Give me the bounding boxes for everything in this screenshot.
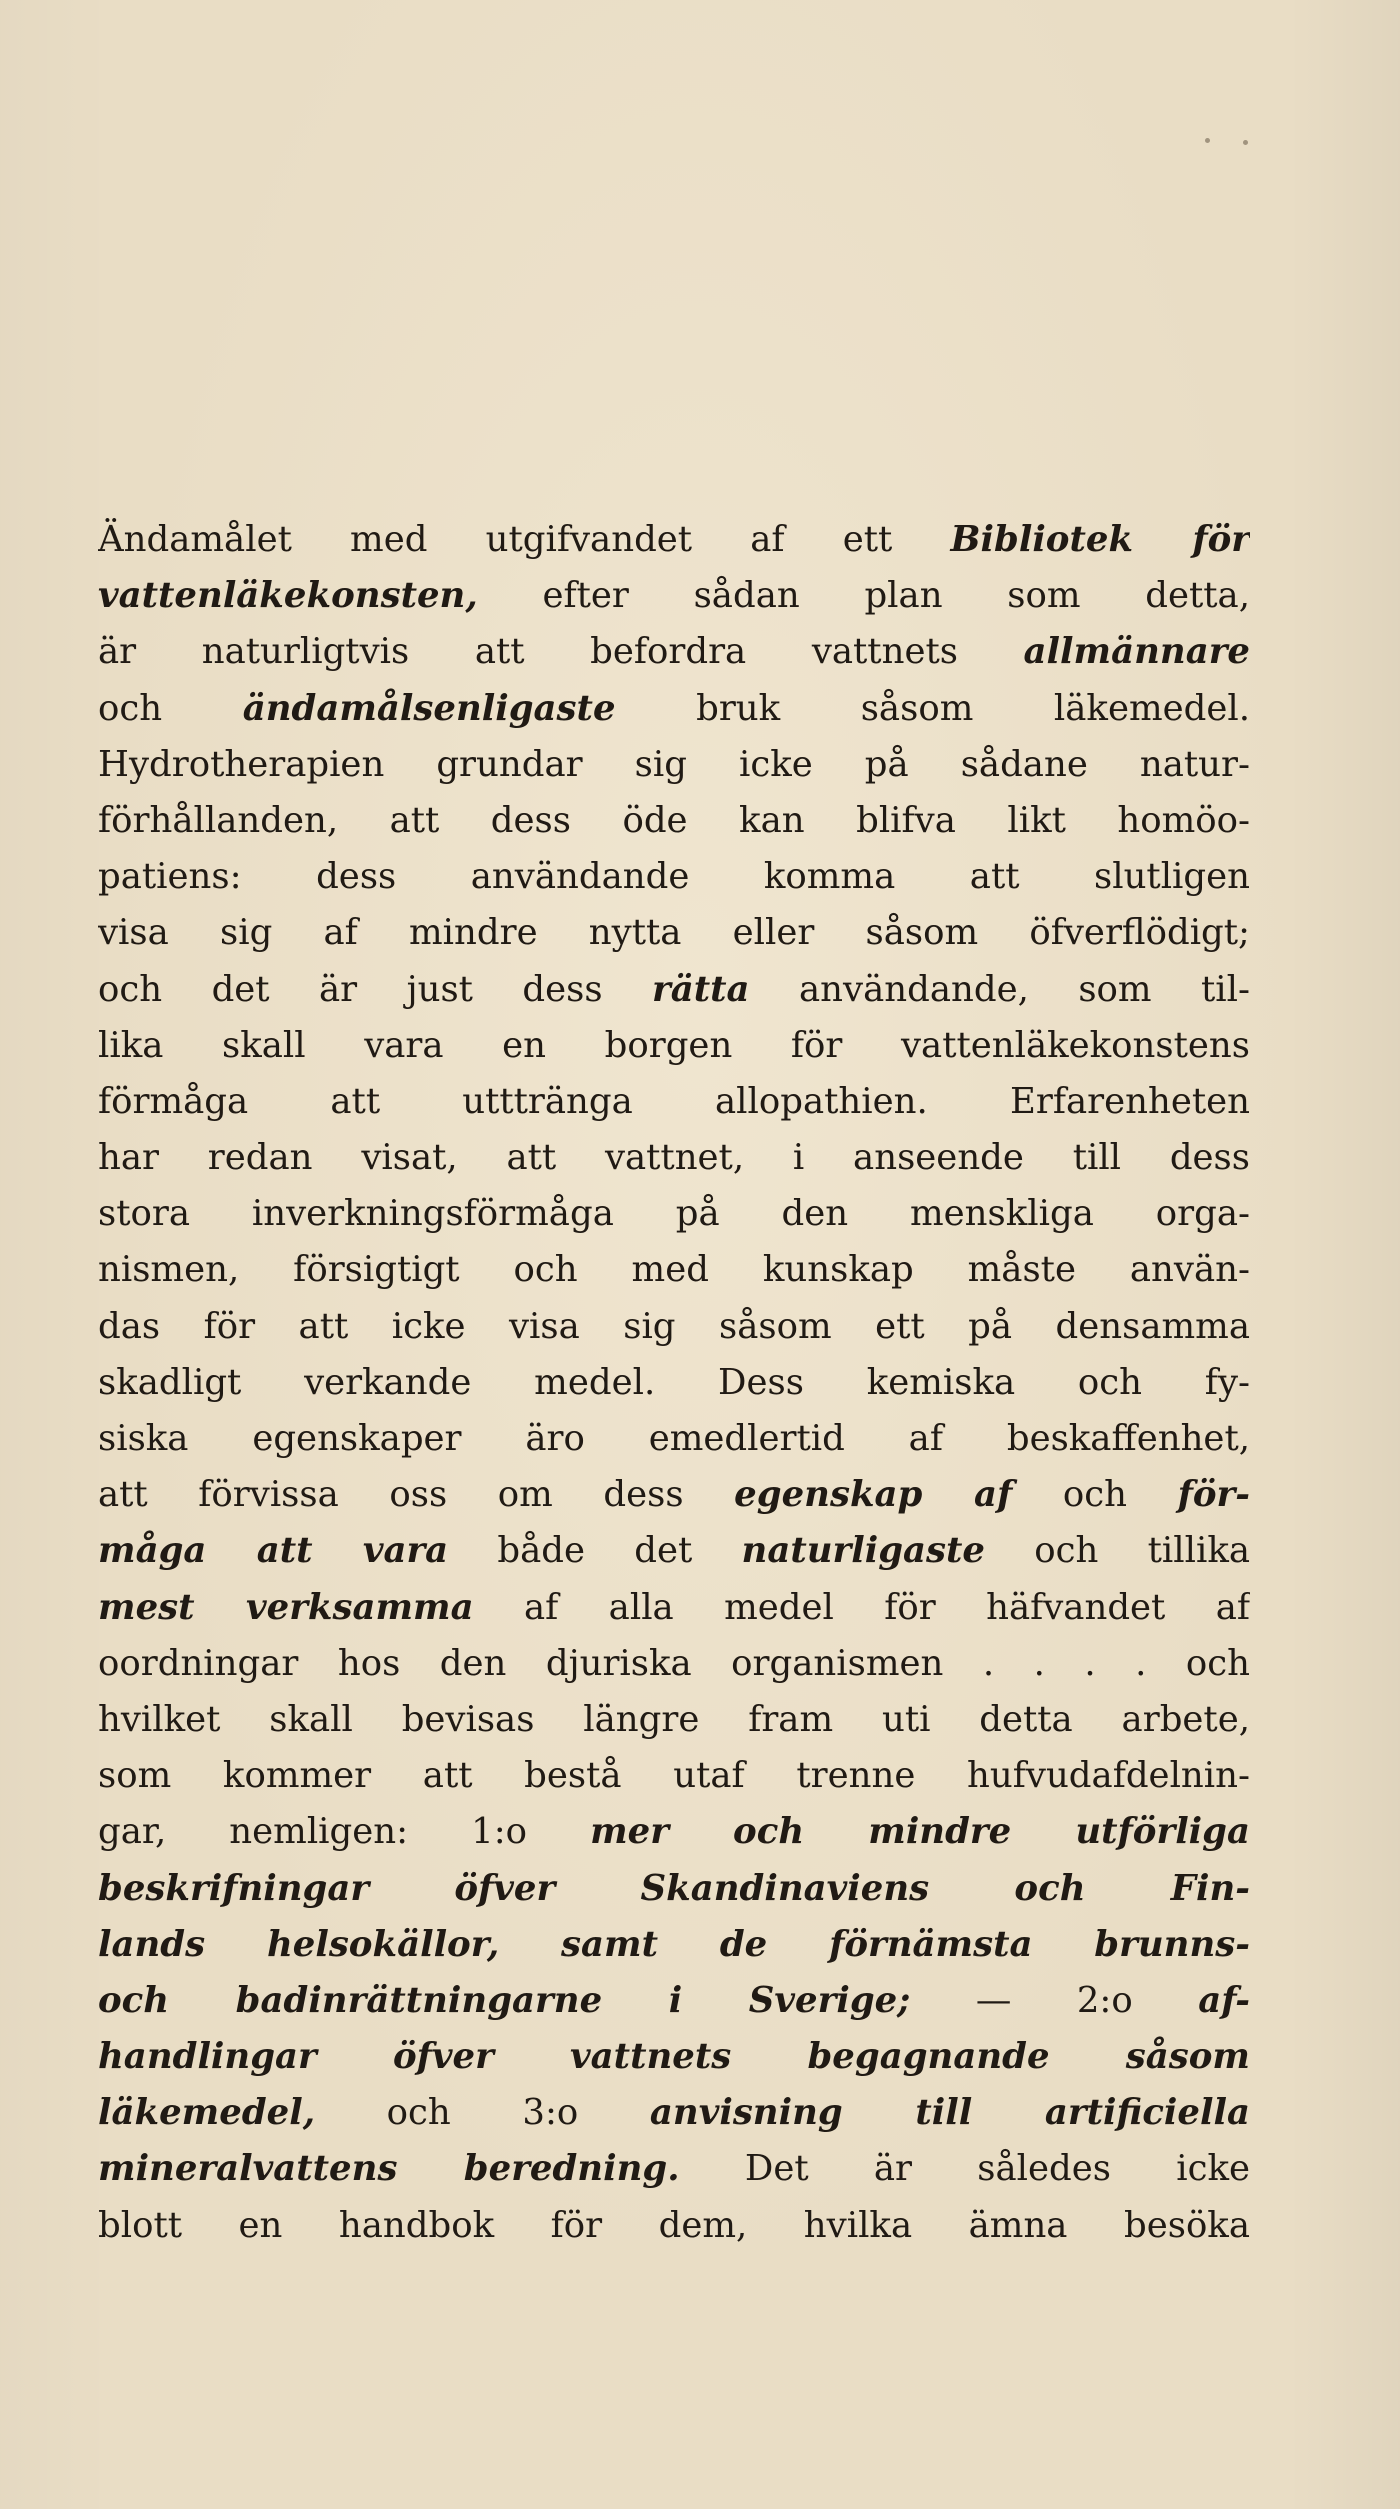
text-segment: — 2:o xyxy=(910,1979,1199,2021)
text-segment: och xyxy=(1012,1474,1178,1516)
text-line xyxy=(98,1973,1250,2029)
italic-segment: rätta xyxy=(652,968,750,1010)
text-segment: Det är således icke xyxy=(679,2148,1250,2190)
italic-segment: naturligaste xyxy=(741,1530,986,1572)
italic-segment: för- xyxy=(1177,1474,1250,1516)
text-line xyxy=(98,1523,1250,1579)
text-line xyxy=(98,2085,1250,2141)
text-line xyxy=(98,512,1250,568)
text-segment: skadligt verkande medel. Dess kemiska och fy- xyxy=(98,1361,1250,1403)
text-line xyxy=(98,1917,1250,1973)
italic-segment: lands helsokällor, samt de förnämsta brunns- xyxy=(98,1923,1250,1965)
text-segment: Hydrotherapien grundar sig icke på sådane natur- xyxy=(98,743,1250,785)
text-segment: användande, som til- xyxy=(749,968,1250,1010)
italic-segment: mineralvattens beredning. xyxy=(98,2148,680,2190)
text-segment: nismen, försigtigt och med kunskap måste använ- xyxy=(98,1249,1250,1291)
text-line xyxy=(98,1299,1250,1355)
text-segment: efter sådan plan som detta, xyxy=(477,575,1250,617)
italic-segment: anvisning till artificiella xyxy=(649,2092,1250,2134)
text-segment: både det xyxy=(448,1530,742,1572)
text-line xyxy=(98,1018,1250,1074)
text-segment: patiens: dess användande komma att slutligen xyxy=(98,856,1250,898)
text-line xyxy=(98,1580,1250,1636)
text-line xyxy=(98,1411,1250,1467)
text-segment: är naturligtvis att befordra vattnets xyxy=(98,631,1024,673)
text-line xyxy=(98,568,1250,624)
text-segment: gar, nemligen: 1:o xyxy=(98,1811,591,1853)
italic-segment: vattenläkekonsten, xyxy=(98,575,478,617)
text-segment: stora inverkningsförmåga på den menskliga orga- xyxy=(98,1193,1250,1235)
text-line xyxy=(98,1748,1250,1804)
text-segment: och tillika xyxy=(985,1530,1250,1572)
text-line xyxy=(98,624,1250,680)
text-segment: bruk såsom läkemedel. xyxy=(615,687,1250,729)
paper-speck xyxy=(1205,138,1210,143)
text-line xyxy=(98,1804,1250,1860)
text-segment: af alla medel för häfvandet af xyxy=(473,1586,1250,1628)
text-line xyxy=(98,681,1250,737)
text-segment: har redan visat, att vattnet, i anseende till dess xyxy=(98,1137,1250,1179)
italic-segment: mer och mindre utförliga xyxy=(590,1811,1250,1853)
text-segment: oordningar hos den djuriska organismen . . . . och xyxy=(98,1642,1250,1684)
paper-speck xyxy=(1243,140,1248,145)
text-line xyxy=(98,1355,1250,1411)
italic-segment: egenskap af xyxy=(734,1474,1013,1516)
text-segment: lika skall vara en borgen för vattenläkekonstens xyxy=(98,1024,1250,1066)
italic-segment: och badinrättningarne i Sverige; xyxy=(98,1979,911,2021)
text-segment: blott en handbok för dem, hvilka ämna besöka xyxy=(98,2204,1250,2246)
text-line xyxy=(98,2029,1250,2085)
text-line xyxy=(98,1074,1250,1130)
text-segment: Ändamålet med utgifvandet af ett xyxy=(98,519,951,560)
italic-segment: ändamålsenligaste xyxy=(242,687,616,729)
text-line xyxy=(98,2141,1250,2197)
text-line xyxy=(98,737,1250,793)
text-segment: förhållanden, att dess öde kan blifva likt homöo- xyxy=(98,799,1250,841)
text-line xyxy=(98,1467,1250,1523)
text-line xyxy=(98,793,1250,849)
text-segment: förmåga att utttränga allopathien. Erfarenheten xyxy=(98,1080,1250,1122)
text-line xyxy=(98,849,1250,905)
text-line xyxy=(98,1636,1250,1692)
text-segment: och det är just dess xyxy=(98,968,653,1010)
italic-segment: läkemedel, xyxy=(98,2092,316,2134)
italic-segment: allmännare xyxy=(1023,631,1250,673)
text-segment: som kommer att bestå utaf trenne hufvudafdelnin- xyxy=(98,1755,1250,1797)
text-segment: visa sig af mindre nytta eller såsom öfverflödigt; xyxy=(98,912,1250,954)
body-text xyxy=(98,512,1250,2254)
text-line xyxy=(98,1692,1250,1748)
text-line xyxy=(98,962,1250,1018)
text-segment: das för att icke visa sig såsom ett på densamma xyxy=(98,1305,1250,1347)
italic-segment: måga att vara xyxy=(98,1530,449,1572)
text-line xyxy=(98,1242,1250,1298)
text-segment: att förvissa oss om dess xyxy=(98,1474,735,1516)
italic-segment: Bibliotek för xyxy=(950,519,1250,560)
italic-segment: af- xyxy=(1198,1979,1250,2021)
italic-segment: beskrifningar öfver Skandinaviens och Fin- xyxy=(98,1867,1250,1909)
italic-segment: mest verksamma xyxy=(98,1586,474,1628)
text-line xyxy=(98,905,1250,961)
text-line xyxy=(98,2198,1250,2254)
text-segment: hvilket skall bevisas längre fram uti detta arbete, xyxy=(98,1698,1250,1740)
text-line xyxy=(98,1861,1250,1917)
text-segment: och xyxy=(98,687,243,729)
text-line xyxy=(98,1130,1250,1186)
text-line xyxy=(98,1186,1250,1242)
italic-segment: handlingar öfver vattnets begagnande såsom xyxy=(98,2036,1250,2078)
text-segment: och 3:o xyxy=(315,2092,650,2134)
text-segment: siska egenskaper äro emedlertid af beskaffenhet, xyxy=(98,1418,1250,1459)
